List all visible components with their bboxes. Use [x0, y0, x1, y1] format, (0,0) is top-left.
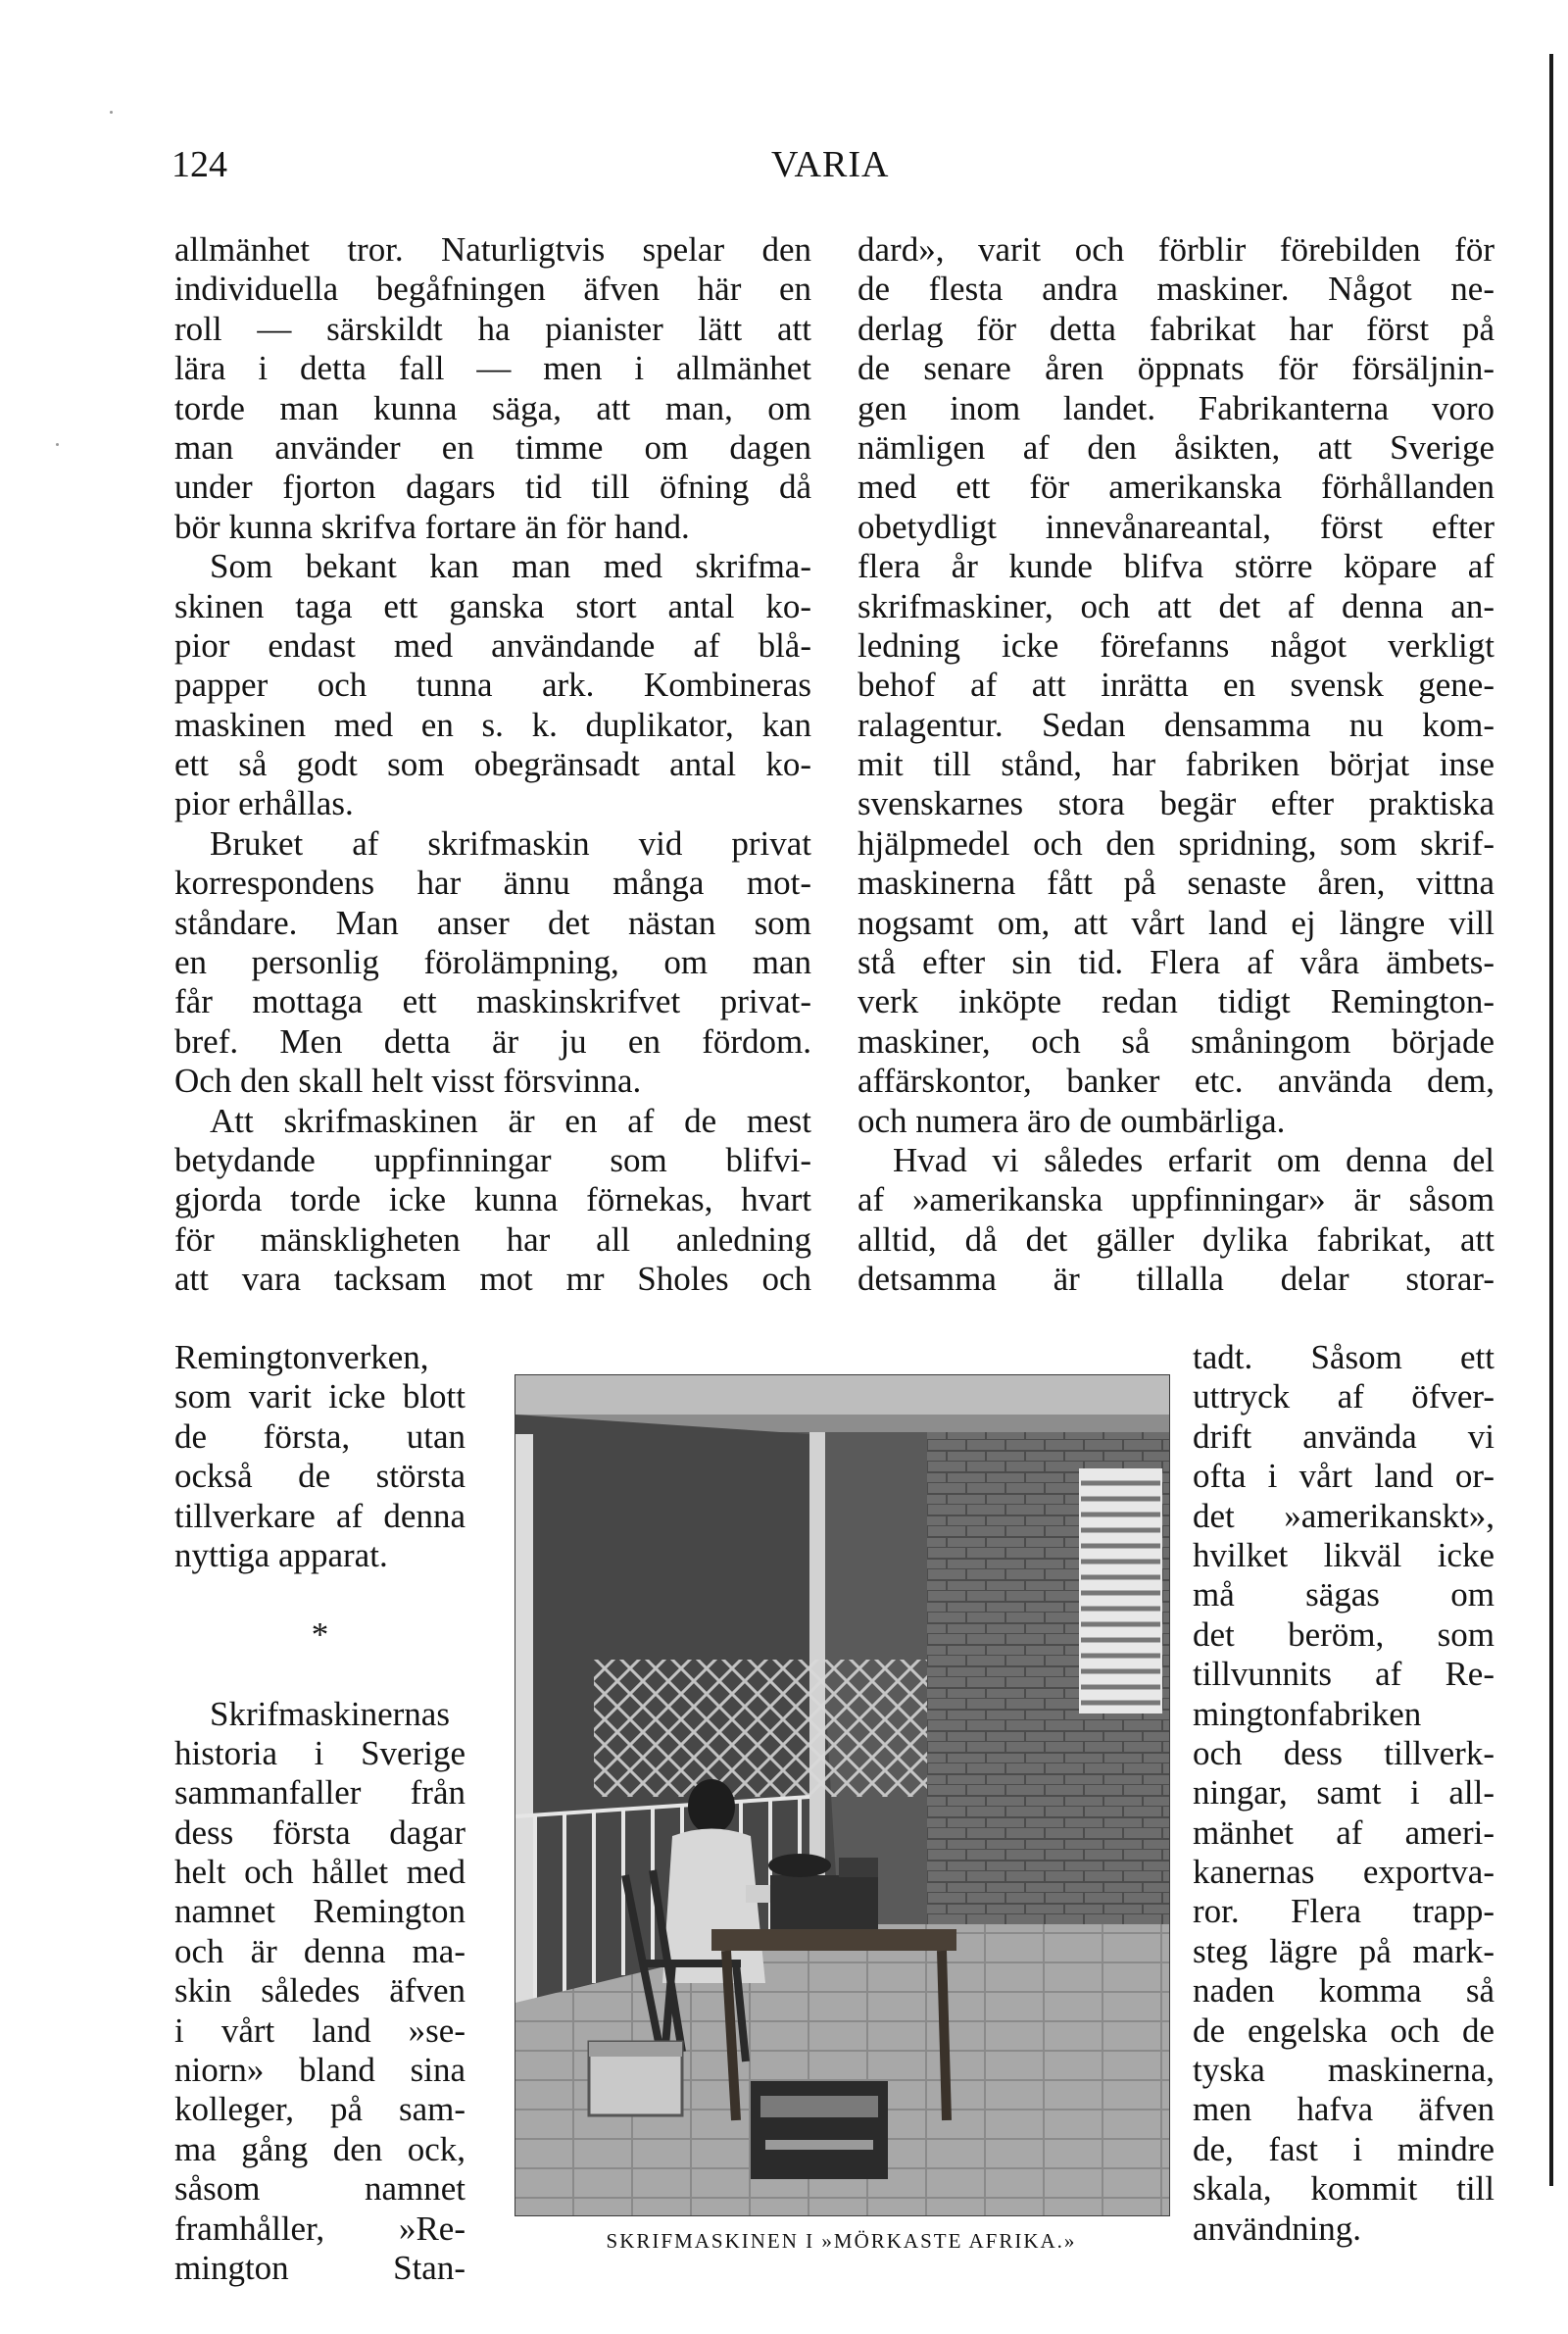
text-line: roll — särskildt ha pianister lätt att: [174, 309, 811, 348]
text-line: maskinen med en s. k. duplikator, kan: [174, 705, 811, 744]
text-line: pior erhållas.: [174, 784, 354, 823]
text-line: ralagentur. Sedan densamma nu kom-: [858, 705, 1494, 744]
text-line: under fjorton dagars tid till öfning då: [174, 468, 811, 507]
text-line: torde man kunna säga, att man, om: [174, 388, 811, 427]
text-line: papper och tunna ark. Kombineras: [174, 666, 811, 705]
text-line: man använder en timme om dagen: [174, 427, 811, 467]
text-line: hvilket likväl icke: [1193, 1535, 1494, 1574]
text-line: framhåller, »Re-: [174, 2209, 466, 2248]
running-head: VARIA: [771, 144, 890, 185]
text-line: skrifmaskiner, och att det af denna an-: [858, 586, 1494, 625]
text-line: de första, utan: [174, 1416, 466, 1456]
text-line: mänhet af ameri-: [1193, 1813, 1494, 1852]
text-line: individuella begåfningen äfven här en: [174, 270, 811, 309]
text-line: Och den skall helt visst försvinna.: [174, 1062, 642, 1101]
text-line: såsom namnet: [174, 2169, 466, 2209]
text-line: obetydligt innevånareantal, först efter: [858, 507, 1494, 546]
text-line: maskinerna fått på senaste åren, vittna: [858, 864, 1494, 903]
text-line: mingtonfabriken: [1193, 1694, 1422, 1733]
right-column-narrow: [1193, 1338, 1494, 2249]
text-line: bref. Men detta är ju en fördom.: [174, 1021, 811, 1061]
text-line: för mänskligheten har all anledning: [174, 1219, 811, 1259]
left-column-top: [174, 230, 811, 1300]
text-line: mington Stan-: [174, 2248, 466, 2287]
text-line: de engelska och de: [1193, 2011, 1494, 2050]
text-line: verk inköpte redan tidigt Remington-: [858, 982, 1494, 1021]
text-line: en personlig förolämpning, om man: [174, 943, 811, 982]
text-line: de senare åren öppnats för försäljnin-: [858, 349, 1494, 388]
text-line: att vara tacksam mot mr Sholes och: [174, 1260, 811, 1299]
text-line: dess första dagar: [174, 1813, 466, 1852]
text-line: sammanfaller från: [174, 1773, 466, 1813]
text-line: skin således äfven: [174, 1971, 466, 2011]
typewriter-on-table: [768, 1854, 878, 1929]
text-line: bör kunna skrifva fortare än för hand.: [174, 507, 690, 546]
text-line: Hvad vi således erfarit om denna del: [893, 1140, 1494, 1179]
text-line: men hafva äfven: [1193, 2090, 1494, 2129]
text-line: naden komma så: [1193, 1971, 1494, 2011]
text-line: alltid, då det gäller dylika fabrikat, att: [858, 1219, 1494, 1259]
window-shutter: [1079, 1468, 1162, 1713]
section-asterisk: *: [311, 1614, 329, 1654]
text-line: tadt. Såsom ett: [1193, 1338, 1494, 1376]
text-line: användning.: [1193, 2209, 1362, 2248]
text-line: de flesta andra maskiner. Något ne-: [858, 270, 1494, 309]
left-column-narrow: [174, 1338, 466, 2288]
text-line: som varit icke blott: [174, 1377, 466, 1416]
lattice-screen: [594, 1660, 927, 1797]
text-line: gen inom landet. Fabrikanterna voro: [858, 388, 1494, 427]
text-line: af »amerikanska uppfinningar» är såsom: [858, 1180, 1494, 1219]
text-line: också de största: [174, 1457, 466, 1496]
text-line: ett så godt som obegränsadt antal ko-: [174, 745, 811, 784]
text-line: derlag för detta fabrikat har först på: [858, 309, 1494, 348]
page-edge-rule: [1549, 54, 1553, 2186]
text-line: och är denna ma-: [174, 1931, 466, 1970]
text-line: historia i Sverige: [174, 1733, 466, 1772]
text-line: drift använda vi: [1193, 1416, 1494, 1456]
text-line: Skrifmaskinernas: [210, 1694, 450, 1733]
text-line: må sägas om: [1193, 1575, 1494, 1614]
text-line: ningar, samt i all-: [1193, 1773, 1494, 1813]
text-line: får mottaga ett maskinskrifvet privat-: [174, 982, 811, 1021]
left-post: [515, 1434, 533, 2042]
text-line: betydande uppfinningar som blifvi-: [174, 1140, 811, 1179]
blank-line: [174, 1655, 466, 1694]
text-line: affärskontor, banker etc. använda dem,: [858, 1062, 1494, 1101]
text-line: kanernas exportva-: [1193, 1853, 1494, 1892]
text-line: helt och hållet med: [174, 1853, 466, 1892]
text-line: Som bekant kan man med skrifma-: [210, 547, 811, 586]
text-line: hjälpmedel och den spridning, som skrif-: [858, 823, 1494, 863]
text-line: mit till stånd, har fabriken börjat inse: [858, 745, 1494, 784]
text-line: namnet Remington: [174, 1892, 466, 1931]
text-line: ståndare. Man anser det nästan som: [174, 903, 811, 942]
ceiling-beam: [515, 1375, 1169, 1415]
text-line: behof af att inrätta en svensk gene-: [858, 666, 1494, 705]
text-line: flera år kunde blifva större köpare af: [858, 547, 1494, 586]
text-line: stå efter sin tid. Flera af våra ämbets-: [858, 943, 1494, 982]
print-speck: [110, 111, 113, 114]
text-line: gjorda torde icke kunna förnekas, hvart: [174, 1180, 811, 1219]
text-line: tillverkare af denna: [174, 1496, 466, 1535]
text-line: dard», varit och förblir förebilden för: [858, 230, 1494, 269]
text-line: nämligen af den åsikten, att Sverige: [858, 427, 1494, 467]
text-line: med ett för amerikanska förhållanden: [858, 468, 1494, 507]
text-line: ma gång den ock,: [174, 2129, 466, 2168]
text-line: ror. Flera trapp-: [1193, 1892, 1494, 1931]
text-line: de, fast i mindre: [1193, 2129, 1494, 2168]
text-line: Bruket af skrifmaskin vid privat: [210, 823, 811, 863]
text-line: pior endast med användande af blå-: [174, 625, 811, 665]
page-number: 124: [172, 144, 227, 185]
veranda-typewriter-photo: [514, 1374, 1170, 2216]
text-line: ofta i vårt land or-: [1193, 1457, 1494, 1496]
figure-caption: SKRIFMASKINEN I »MÖRKASTE AFRIKA.»: [606, 2229, 1077, 2253]
text-line: nogsamt om, att vårt land ej längre vill: [858, 903, 1494, 942]
text-line: maskiner, och så småningom började: [858, 1021, 1494, 1061]
text-line: nyttiga apparat.: [174, 1535, 388, 1574]
text-line: svenskarnes stora begär efter praktiska: [858, 784, 1494, 823]
text-line: och dess tillverk-: [1193, 1733, 1494, 1772]
text-line: uttryck af öfver-: [1193, 1377, 1494, 1416]
text-line: steg lägre på mark-: [1193, 1931, 1494, 1970]
text-line: lära i detta fall — men i allmänhet: [174, 349, 811, 388]
text-line: detsamma är tillalla delar storar-: [858, 1260, 1494, 1299]
text-line: det beröm, som: [1193, 1614, 1494, 1654]
text-line: kolleger, på sam-: [174, 2090, 466, 2129]
text-line: Att skrifmaskinen är en af de mest: [210, 1101, 811, 1140]
right-column-top: [858, 230, 1494, 1300]
storage-box: [589, 2042, 682, 2115]
text-line: tyska maskinerna,: [1193, 2051, 1494, 2090]
blank-line: [174, 1575, 466, 1614]
text-line: skinen taga ett ganska stort antal ko-: [174, 586, 811, 625]
text-line: skala, kommit till: [1193, 2169, 1494, 2209]
text-line: ledning icke förefanns något verkligt: [858, 625, 1494, 665]
text-line: korrespondens har ännu många mot-: [174, 864, 811, 903]
text-line: allmänhet tror. Naturligtvis spelar den: [174, 230, 811, 269]
text-line: niorn» bland sina: [174, 2051, 466, 2090]
text-line: det »amerikanskt»,: [1193, 1496, 1494, 1535]
typewriter-on-floor: [751, 2081, 888, 2179]
text-line: Remingtonverken,: [174, 1338, 429, 1376]
text-line: i vårt land »se-: [174, 2011, 466, 2050]
text-line: och numera äro de oumbärliga.: [858, 1101, 1286, 1140]
text-line: tillvunnits af Re-: [1193, 1655, 1494, 1694]
print-speck: [56, 443, 59, 446]
